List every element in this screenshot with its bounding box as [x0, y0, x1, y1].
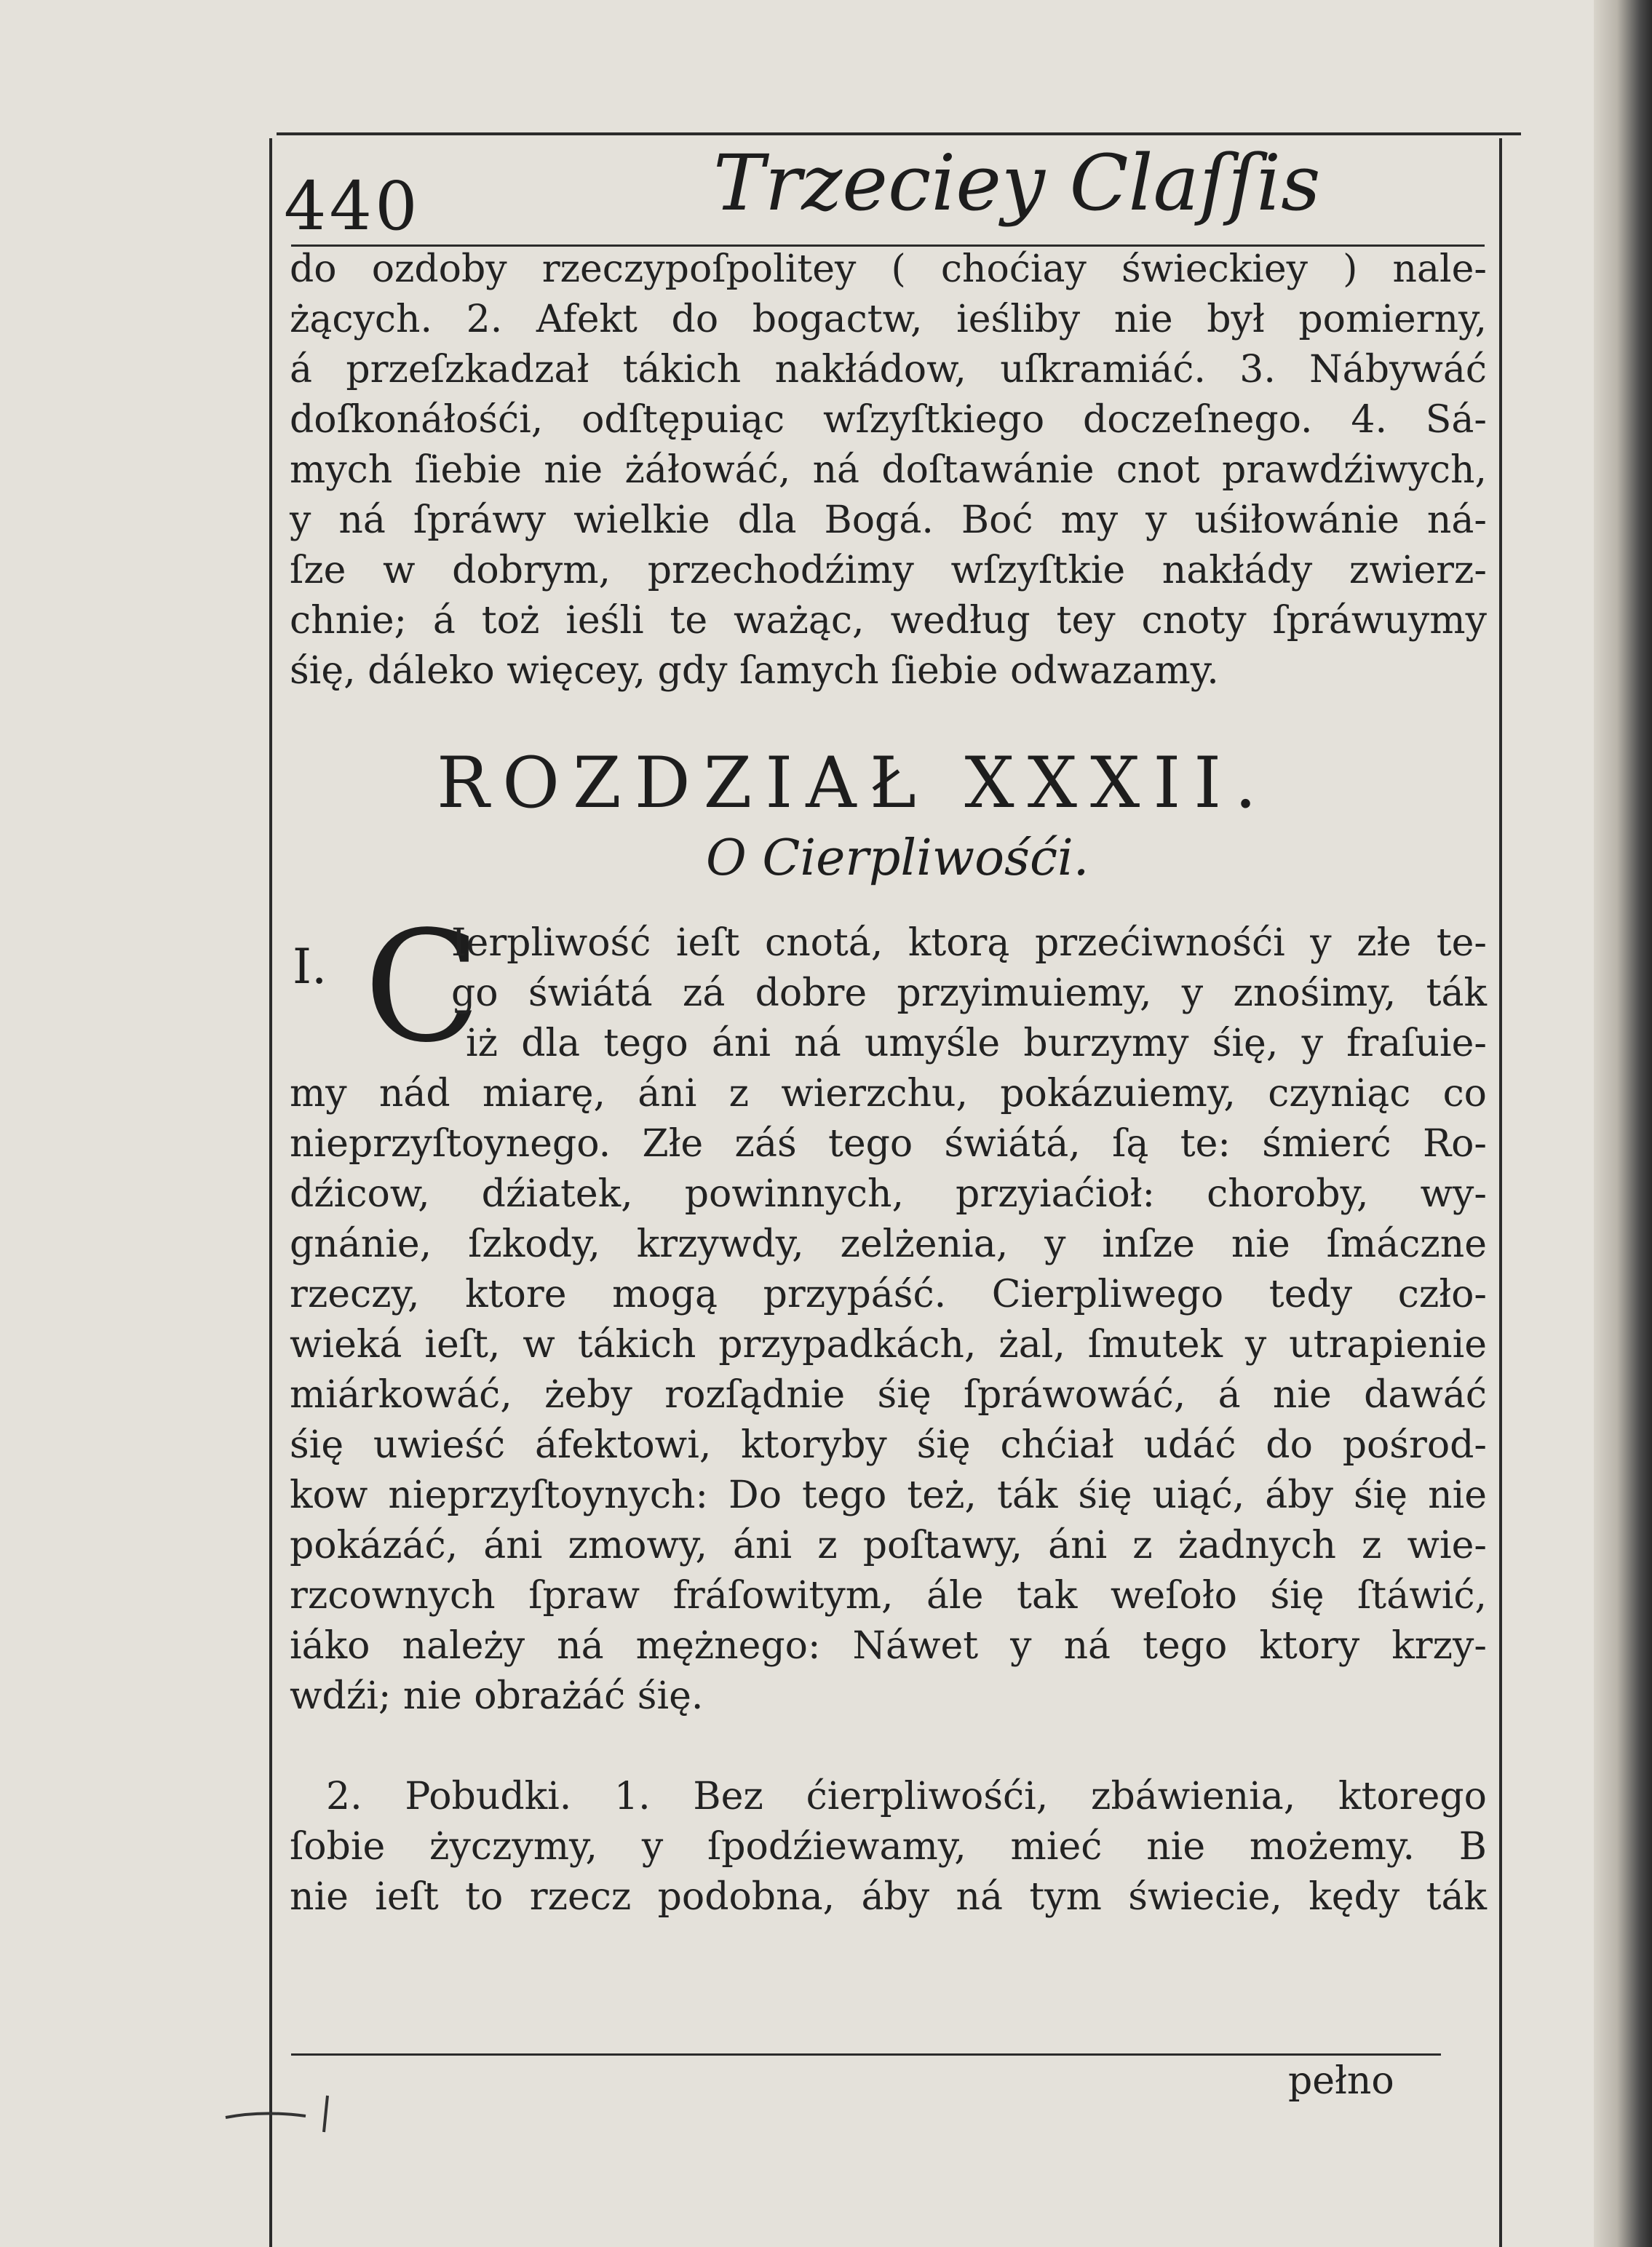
text-line: ſze w dobrym, przechodźimy wſzyſtkie nakłády zwierz- [290, 549, 1487, 592]
text-line: go świátá zá dobre przyimuiemy, y znośimy, ták [451, 971, 1487, 1015]
book-binding-edge [1594, 0, 1652, 2247]
text-line: chnie; á toż ieśli te ważąc, według tey cnoty ſpráwuymy [290, 599, 1487, 643]
text-line: dźicow, dźiatek, powinnych, przyiaćioł: choroby, wy- [290, 1172, 1487, 1216]
text-line: śię uwieść áfektowi, ktoryby śię chćiał udáć do pośrod- [290, 1423, 1487, 1467]
frame-right-rule [1499, 138, 1502, 2247]
section-2-paragraph [290, 1772, 1487, 1922]
text-line: rzcownych ſpraw fráſowitym, ále tak weſoło śię ſtáwić, [290, 1574, 1487, 1618]
frame-top-rule [277, 132, 1521, 135]
section-line-indented-3 [466, 1019, 1487, 1069]
text-line: doſkonáłośći, odſtępuiąc wſzyſtkiego doczeſnego. 4. Sá- [290, 398, 1487, 442]
margin-scribble-mark [218, 2081, 364, 2139]
text-line: iáko należy ná mężnego: Náwet y ná tego ktory krzy- [290, 1624, 1487, 1668]
text-line: do ozdoby rzeczypoſpolitey ( choćiay świeckiey ) nale- [290, 247, 1487, 291]
catchword: pełno [1288, 2059, 1394, 2103]
text-line: mych ſiebie nie żáłowáć, ná doſtawánie cnot prawdźiwych, [290, 448, 1487, 492]
text-line: Ierpliwość ieſt cnotá, ktorą przećiwnośći y złe te- [451, 921, 1487, 965]
text-line: nieprzyſtoynego. Złe záś tego świátá, ſą te: śmierć Ro- [290, 1122, 1487, 1166]
text-line: gnánie, ſzkody, krzywdy, zelżenia, y inſze nie ſmáczne [290, 1222, 1487, 1266]
text-line: rzeczy, ktore mogą przypáść. Cierpliwego tedy czło- [290, 1273, 1487, 1316]
text-line: miárkowáć, żeby rozſądnie śię ſpráwowáć, á nie dawáć [290, 1373, 1487, 1417]
text-line: iż dla tego áni ná umyśle burzymy śię, y fraſuie- [466, 1022, 1487, 1065]
running-head: Trzeciey Claſſis [713, 138, 1321, 228]
text-line: pokázáć, áni zmowy, áni z poſtawy, áni z żadnych z wie- [290, 1524, 1487, 1567]
text-line: kow nieprzyſtoynych: Do tego też, ták śię uiąć, áby śię nie [290, 1474, 1487, 1517]
drop-cap: C [364, 898, 481, 1076]
text-line: nie ieſt to rzecz podobna, áby ná tym świecie, kędy ták [290, 1875, 1487, 1919]
text-line: żących. 2. Afekt do bogactw, ieśliby nie był pomierny, [290, 298, 1487, 341]
intro-paragraph [290, 244, 1487, 696]
chapter-title: ROZDZIAŁ XXXII. [437, 742, 1270, 824]
text-line: wieká ieſt, w tákich przypadkách, żal, ſmutek y utrapienie [290, 1323, 1487, 1367]
text-line: 2. Pobudki. 1. Bez ćierpliwośći, zbáwienia, ktorego [326, 1775, 1487, 1818]
frame-left-rule [269, 138, 272, 2247]
page-number: 440 [284, 167, 421, 245]
text-line: ſobie życzymy, y ſpodźiewamy, mieć nie możemy. B [290, 1825, 1487, 1869]
section-paragraph [290, 1069, 1487, 1722]
text-line: y ná ſpráwy wielkie dla Bogá. Boć my y uśiłowánie ná- [290, 498, 1487, 542]
text-line: á przeſzkadzał tákich nakłádow, uſkramiáć. 3. Nábywáć [290, 348, 1487, 391]
section-number: I. [293, 939, 327, 995]
section-lines-indented [451, 918, 1487, 1019]
chapter-subtitle: O Cierpliwośći. [706, 830, 1089, 887]
text-line: śię, dáleko więcey, gdy ſamych ſiebie odwazamy. [290, 649, 1219, 693]
bottom-rule [291, 2053, 1441, 2056]
text-line: wdźi; nie obrażáć śię. [290, 1674, 704, 1718]
text-line: my nád miarę, áni z wierzchu, pokázuiemy, czyniąc co [290, 1072, 1487, 1115]
